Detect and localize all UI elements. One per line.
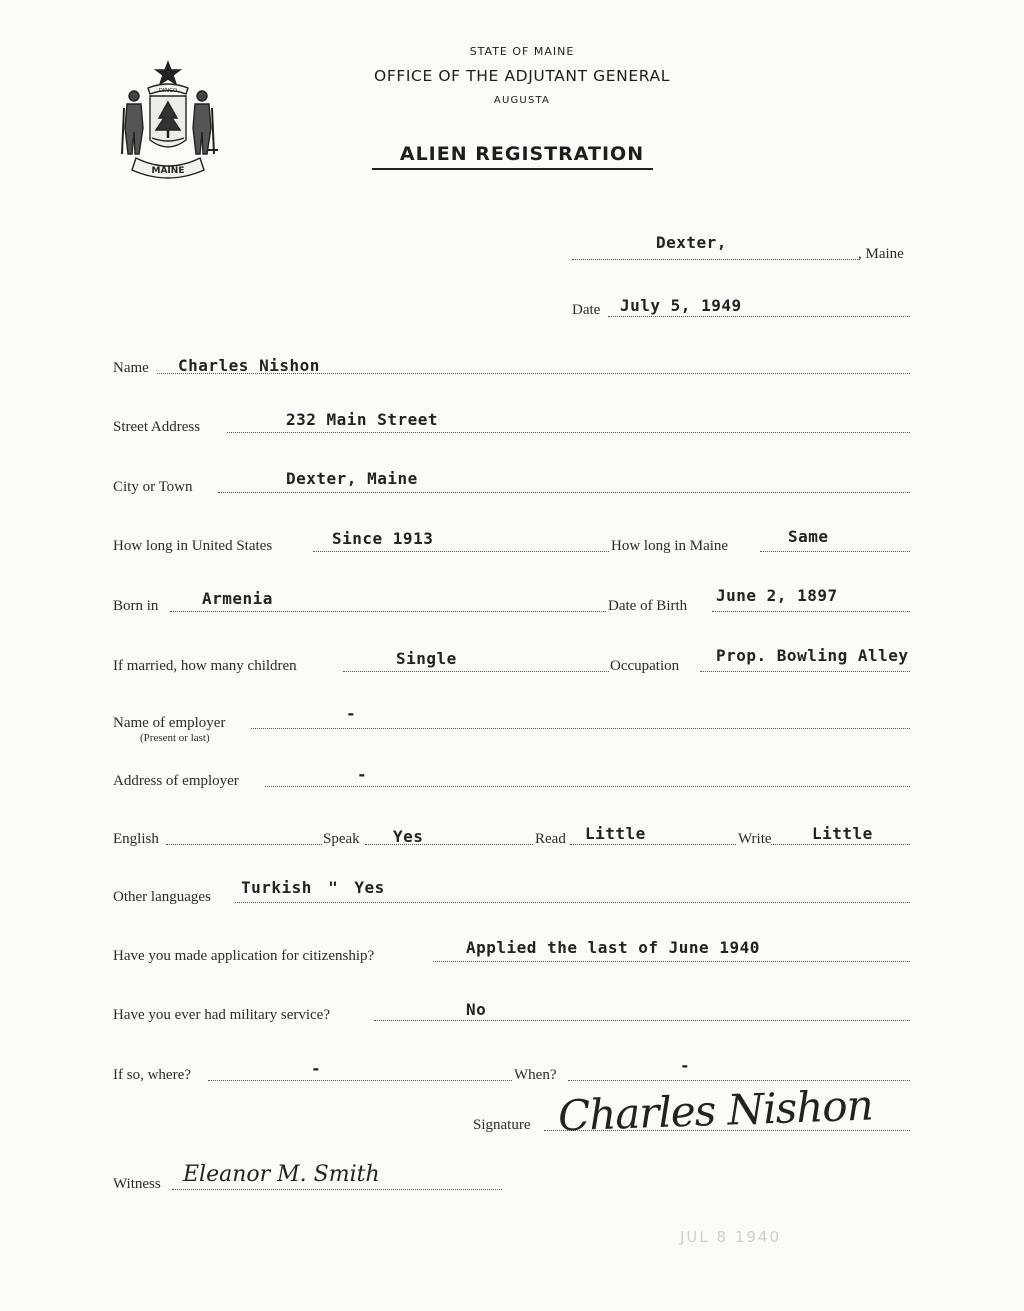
when-value: - <box>680 1056 691 1075</box>
maine-duration-line <box>760 551 910 552</box>
speak-line <box>365 844 533 845</box>
read-label: Read <box>535 831 566 847</box>
date-value: July 5, 1949 <box>620 296 742 315</box>
occupation-label: Occupation <box>610 658 680 674</box>
seal-ribbon-text: MAINE <box>151 166 185 176</box>
street-line <box>227 432 910 433</box>
children-label: If married, how many children <box>113 658 297 674</box>
speak-label: Speak <box>323 831 360 847</box>
office-heading: OFFICE OF THE ADJUTANT GENERAL <box>374 67 670 85</box>
date-label: Date <box>572 302 601 318</box>
us-duration-value: Since 1913 <box>332 529 434 548</box>
us-duration-label: How long in United States <box>113 538 273 554</box>
military-line <box>374 1020 910 1021</box>
employer-line <box>251 728 910 729</box>
employer-sublabel: (Present or last) <box>140 732 210 744</box>
where-label: If so, where? <box>113 1067 191 1083</box>
us-duration-line <box>313 551 609 552</box>
signature-label: Signature <box>473 1117 531 1133</box>
when-label: When? <box>514 1067 557 1083</box>
title-underline <box>372 168 653 170</box>
where-line <box>208 1080 512 1081</box>
signature: Charles Nishon <box>557 1080 874 1141</box>
place-suffix: , Maine <box>858 246 904 262</box>
write-value: Little <box>812 824 873 843</box>
employer-address-label: Address of employer <box>113 773 239 789</box>
dob-label: Date of Birth <box>608 598 688 614</box>
citizenship-line <box>433 961 910 962</box>
employer-address-value: - <box>357 765 368 784</box>
city-line <box>218 492 910 493</box>
where-value: - <box>311 1059 322 1078</box>
occupation-line <box>700 671 910 672</box>
citizenship-label: Have you made application for citizenship? <box>113 948 375 964</box>
place-line <box>572 259 860 260</box>
employer-value: - <box>346 704 357 723</box>
other-languages-value: Turkish " Yes <box>241 878 385 897</box>
english-line <box>166 844 322 845</box>
form-title: ALIEN REGISTRATION <box>399 143 645 165</box>
dob-value: June 2, 1897 <box>716 586 838 605</box>
occupation-value: Prop. Bowling Alley <box>716 646 909 665</box>
write-label: Write <box>738 831 772 847</box>
english-label: English <box>113 831 159 847</box>
seal-motto: DIRIGO <box>158 88 178 94</box>
street-label: Street Address <box>113 419 201 435</box>
write-line <box>771 844 910 845</box>
dob-line <box>712 611 910 612</box>
maine-duration-value: Same <box>788 527 829 546</box>
witness-label: Witness <box>113 1176 161 1192</box>
born-value: Armenia <box>202 589 273 608</box>
other-languages-line <box>235 902 910 903</box>
citizenship-value: Applied the last of June 1940 <box>466 938 760 957</box>
state-heading: STATE OF MAINE <box>469 45 575 58</box>
military-value: No <box>466 1000 487 1019</box>
read-value: Little <box>585 824 646 843</box>
received-stamp: JUL 8 1940 <box>680 1228 782 1246</box>
city-heading: AUGUSTA <box>493 95 551 106</box>
name-value: Charles Nishon <box>178 356 320 375</box>
read-line <box>570 844 736 845</box>
employer-label: Name of employer <box>113 715 226 731</box>
speak-value: Yes <box>393 827 424 846</box>
name-label: Name <box>113 360 149 376</box>
date-line <box>608 316 910 317</box>
witness-signature: Eleanor M. Smith <box>183 1162 380 1187</box>
children-value: Single <box>396 649 457 668</box>
city-value: Dexter, Maine <box>286 469 418 488</box>
street-value: 232 Main Street <box>286 410 438 429</box>
born-label: Born in <box>113 598 159 614</box>
city-label: City or Town <box>113 479 193 495</box>
other-languages-label: Other languages <box>113 889 211 905</box>
born-line <box>170 611 606 612</box>
military-label: Have you ever had military service? <box>113 1007 330 1023</box>
employer-address-line <box>265 786 910 787</box>
place-value: Dexter, <box>656 233 727 252</box>
witness-line <box>172 1189 502 1190</box>
children-line <box>343 671 609 672</box>
maine-duration-label: How long in Maine <box>611 538 729 554</box>
